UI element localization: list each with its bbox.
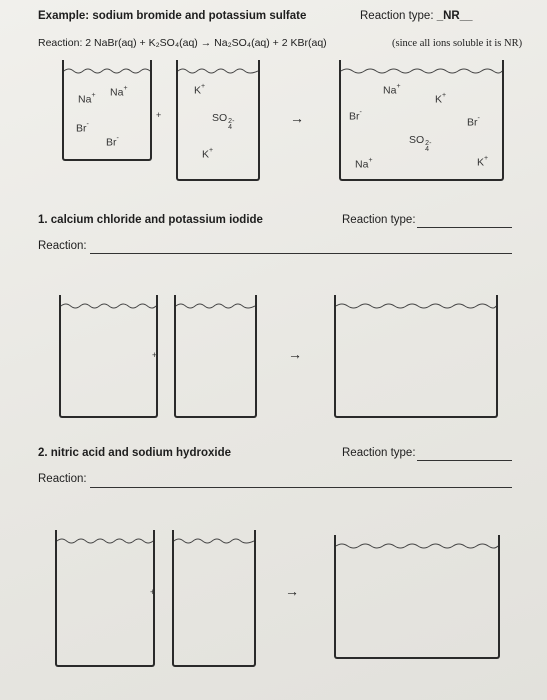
liquid-surface <box>174 536 254 544</box>
problem-2-reaction-label: Reaction: <box>38 473 87 485</box>
ion-na: Na+ <box>355 157 373 171</box>
ion-k: K+ <box>435 92 447 106</box>
plus-sign: + <box>152 350 158 360</box>
liquid-surface <box>178 66 258 74</box>
plus-sign: + <box>156 110 162 120</box>
liquid-surface <box>336 301 496 309</box>
ion-k: K+ <box>477 155 489 169</box>
problem-2-beaker-1 <box>55 530 155 667</box>
example-type-value: _NR__ <box>436 10 473 22</box>
ion-na: Na+ <box>78 92 96 106</box>
problem-1-beaker-2 <box>174 295 257 418</box>
reaction-arrow: → <box>285 583 299 599</box>
problem-1-type-label: Reaction type: <box>342 214 416 226</box>
liquid-surface <box>64 66 150 74</box>
example-beaker-1 <box>62 60 152 161</box>
ion-k: K+ <box>202 147 214 161</box>
ion-br: Br- <box>349 109 362 123</box>
reaction-arrow: → <box>290 110 304 126</box>
example-type-label: Reaction type: <box>360 10 437 22</box>
problem-2-type-answer-line[interactable] <box>417 460 512 461</box>
problem-1-title: 1. calcium chloride and potassium iodide <box>38 214 263 226</box>
problem-2-reaction-answer-line[interactable] <box>90 487 512 488</box>
liquid-surface <box>336 541 498 549</box>
liquid-surface <box>57 536 153 544</box>
problem-2-beaker-2 <box>172 530 256 667</box>
ion-sulfate: SO 2- 4 <box>409 134 432 153</box>
ion-br: Br- <box>76 121 89 135</box>
liquid-surface <box>176 301 255 309</box>
example-reaction-type <box>360 10 473 22</box>
example-reaction <box>38 37 327 49</box>
liquid-surface <box>341 66 502 74</box>
example-beaker-3 <box>339 60 504 181</box>
example-reaction-equation: 2 NaBr(aq) + K₂SO₄(aq) → Na₂SO₄(aq) + 2 KBr(aq) <box>85 37 327 49</box>
example-reaction-label: Reaction: <box>38 37 86 49</box>
problem-1-reaction-answer-line[interactable] <box>90 253 512 254</box>
ion-na: Na+ <box>383 83 401 97</box>
problem-2-type-label: Reaction type: <box>342 447 416 459</box>
problem-2-beaker-3 <box>334 535 500 659</box>
example-note: (since all ions soluble it is NR) <box>392 38 523 49</box>
problem-1-type-answer-line[interactable] <box>417 227 512 228</box>
problem-1-reaction-label: Reaction: <box>38 240 87 252</box>
problem-1-beaker-1 <box>59 295 158 418</box>
plus-sign: + <box>150 587 156 597</box>
problem-1-beaker-3 <box>334 295 498 418</box>
liquid-surface <box>61 301 156 309</box>
ion-sulfate: SO 2- 4 <box>212 112 235 131</box>
example-title: Example: sodium bromide and potassium sulfate <box>38 10 307 22</box>
example-beaker-2 <box>176 60 260 181</box>
problem-2-title: 2. nitric acid and sodium hydroxide <box>38 447 231 459</box>
reaction-arrow: → <box>288 346 302 362</box>
ion-br: Br- <box>106 135 119 149</box>
ion-na: Na+ <box>110 85 128 99</box>
ion-k: K+ <box>194 83 206 97</box>
ion-br: Br- <box>467 115 480 129</box>
